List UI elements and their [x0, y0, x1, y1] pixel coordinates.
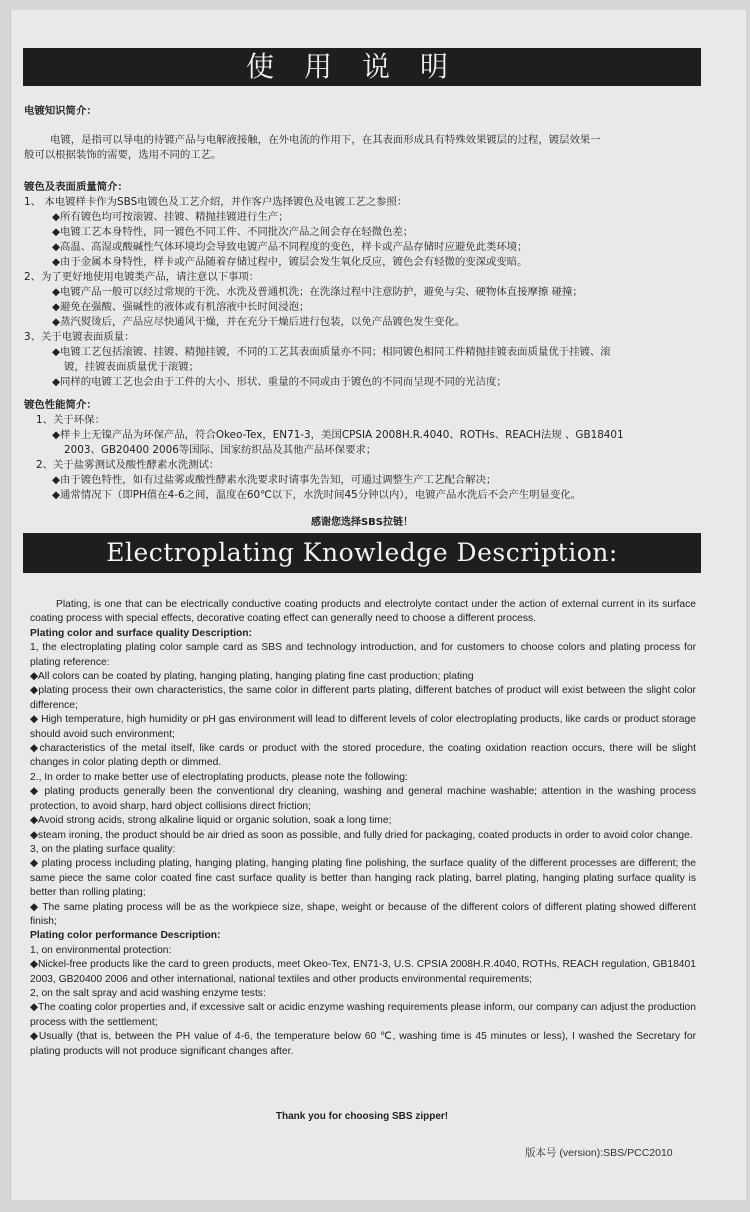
cn-cq-line: ◆电镀产品一般可以经过常规的干洗、水洗及普通机洗；在洗涤过程中注意防护，避免与尖、硬物体直接摩擦 碰撞；	[52, 286, 583, 298]
en-color-quality-heading: Plating color and surface quality Description:	[30, 627, 252, 639]
en-title-banner: Electroplating Knowledge Description:	[23, 533, 701, 573]
cn-perf-line: ◆由于镀色特性，如有过盐雾或酸性酵素水洗要求时请事先告知，可通过调整生产工艺配合解决；	[52, 474, 497, 486]
en-perf-line: 1, on environmental protection:	[30, 944, 172, 956]
cn-perf-line: 1、关于环保：	[36, 414, 105, 426]
cn-section-performance	[24, 398, 700, 503]
cn-cq-line: ◆高温、高湿或酸碱性气体环境均会导致电镀产品不同程度的变色，样卡或产品存储时应避免此类环境；	[52, 241, 528, 253]
version-label: 版本号 (version):SBS/PCC2010	[525, 1147, 673, 1159]
en-cq-line: 3, on the plating surface quality:	[30, 843, 176, 855]
cn-title-banner: 使用说明	[23, 48, 701, 86]
en-cq-line: ◆All colors can be coated by plating, hanging plating, hanging plating fine cast production; plating	[30, 671, 474, 683]
en-cq-line: 2., In order to make better use of electroplating products, please note the following:	[30, 771, 408, 783]
en-cq-line: ◆steam ironing, the product should be air dried as soon as possible, and fully dried for packaging, coated products in order to avoid color change.	[30, 829, 693, 841]
cn-section-color-quality	[24, 180, 700, 390]
cn-intro-heading: 电镀知识简介：	[24, 105, 97, 117]
cn-cq-line: ◆电镀工艺包括滚镀、挂镀、精抛挂镀，不同的工艺其表面质量亦不同；相同镀色相同工件精抛挂镀表面质量优于挂镀、滚	[52, 346, 611, 358]
en-perf-line: ◆Usually (that is, between the PH value of 4-6, the temperature below 60 ℃, washing time is 45 minutes or less), I washed the Secretary for plating products will not produce significant changes after.	[30, 1031, 696, 1057]
en-perf-line: 2, on the salt spray and acid washing enzyme tests:	[30, 987, 266, 999]
cn-intro-line-1: 电镀，是指可以导电的待镀产品与电解液接触，在外电流的作用下，在其表面形成具有特殊效果镀层的过程，镀层效果一	[50, 134, 601, 146]
en-perf-line: ◆Nickel-free products like the card to green products, meet Okeo-Tex, EN71-3, U.S. CPSIA 2008H.R.4040, ROTHs, REACH regulation, GB18401 2003, GB20400 2006 and other international, national textiles and other products environmental requirements;	[30, 959, 696, 985]
cn-intro-line-2: 般可以根据装饰的需要，选用不同的工艺。	[24, 149, 222, 161]
en-cq-line: ◆characteristics of the metal itself, like cards or product with the stored procedure, the coating oxidation reaction occurs, there will be slight changes in color plating depth or dimmed.	[30, 743, 696, 769]
cn-cq-line: ◆所有镀色均可按滚镀、挂镀、精抛挂镀进行生产；	[52, 211, 289, 223]
cn-cq-line: ◆同样的电镀工艺也会由于工件的大小、形状、重量的不同或由于镀色的不同而呈现不同的光洁度；	[52, 376, 507, 388]
cn-section-intro	[24, 104, 700, 163]
cn-cq-line: 1、 本电镀样卡作为SBS电镀色及工艺介绍，并作客户选择镀色及电镀工艺之参照：	[24, 196, 408, 208]
cn-perf-line: ◆通常情况下（即PH值在4-6之间，温度在60℃以下，水洗时间45分钟以内），电镀产品水洗后不会产生明显变化。	[52, 489, 582, 501]
en-cq-line: ◆plating process their own characteristics, the same color in different parts plating, different batches of product will exist between the slight color difference;	[30, 685, 696, 711]
en-performance-heading: Plating color performance Description:	[30, 930, 221, 942]
cn-perf-line: ◆样卡上无镍产品为环保产品，符合Okeo-Tex，EN71-3，美国CPSIA 2008H.R.4040、ROTHs、REACH法规 、GB18401	[52, 429, 624, 441]
en-cq-line: ◆Avoid strong acids, strong alkaline liquid or organic solution, soak a long time;	[30, 815, 392, 827]
cn-perf-line: 2、关于盐雾测试及酸性酵素水洗测试：	[36, 459, 220, 471]
cn-thanks: 感谢您选择SBS拉链！	[310, 517, 414, 528]
cn-cq-line: ◆由于金属本身特性，样卡或产品随着存储过程中，镀层会发生氧化反应，镀色会有轻微的变深或变暗。	[52, 256, 528, 268]
en-cq-line: ◆ plating process including plating, hanging plating, hanging plating fine polishing, the surface quality of the different processes are different; the same piece the same color coated fine cast surface quality is better than hanging rack plating, barrel plating, hanging plating surface quality is better than rolling plating;	[30, 858, 696, 899]
en-perf-line: ◆The coating color properties and, if excessive salt or acidic enzyme washing requirements please inform, our company can adjust the production process with the settlement;	[30, 1002, 696, 1028]
en-cq-line: ◆ High temperature, high humidity or pH gas environment will lead to different levels of color electroplating products, like cards or product storage should avoid such environment;	[30, 714, 696, 740]
en-intro: Plating, is one that can be electrically conductive coating products and electrolyte contact under the action of external current in its surface coating process with special effects, decorative coating effect can generally need to choose a different process.	[30, 599, 696, 625]
en-thanks: Thank you for choosing SBS zipper!	[275, 1111, 449, 1122]
en-cq-line: ◆ The same plating process will be as the workpiece size, shape, weight or because of the different colors of different plating showed different finish;	[30, 901, 696, 927]
en-cq-line: ◆ plating products generally been the conventional dry cleaning, washing and general machine washable; attention in the washing process protection, to avoid sharp, hard object collisions direct friction;	[30, 786, 696, 812]
cn-cq-line: ◆蒸汽熨烫后，产品应尽快通风干燥，并在充分干燥后进行包装，以免产品镀色发生变化。	[52, 316, 466, 328]
cn-cq-line: ◆避免在强酸、强碱性的液体或有机溶液中长时间浸泡；	[52, 301, 310, 313]
cn-perf-line: 2003、GB20400 2006等国际、国家纺织品及其他产品环保要求；	[64, 444, 377, 456]
en-cq-line: 1, the electroplating plating color sample card as SBS and technology introduction, and for customers to choose colors and plating process for plating reference:	[30, 642, 696, 668]
cn-cq-line: 2、为了更好地使用电镀类产品，请注意以下事项：	[24, 271, 260, 283]
cn-cq-line: ◆电镀工艺本身特性，同一镀色不同工件、不同批次产品之间会存在轻微色差；	[52, 226, 414, 238]
cn-cq-line: 镀，挂镀表面质量优于滚镀；	[64, 361, 200, 373]
cn-performance-heading: 镀色性能简介：	[24, 399, 97, 411]
cn-color-quality-heading: 镀色及表面质量简介：	[24, 181, 128, 193]
cn-cq-line: 3、关于电镀表面质量：	[24, 331, 135, 343]
en-body	[30, 598, 696, 1059]
